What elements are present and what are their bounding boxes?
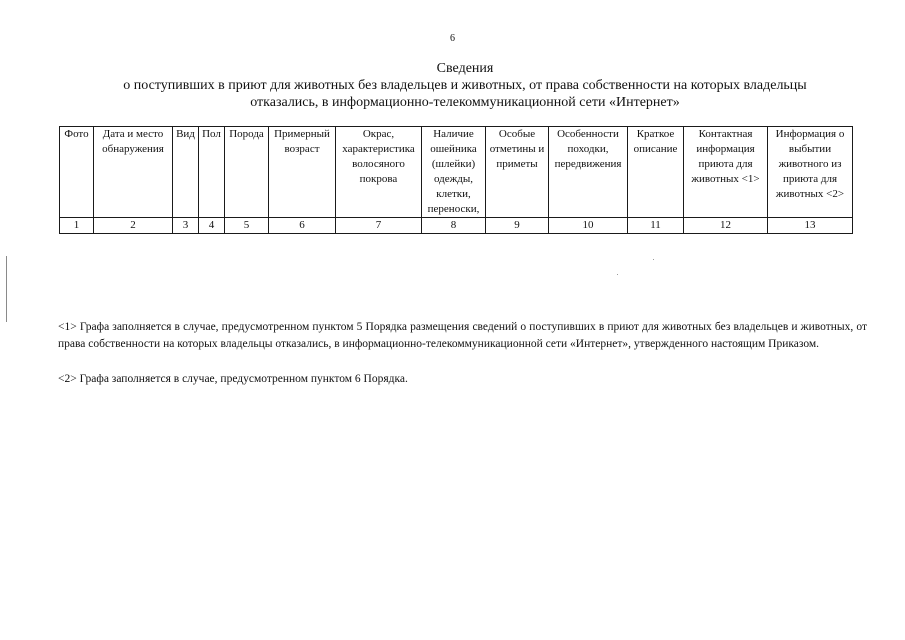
title-line-3: отказались, в информационно-телекоммуникационной сети «Интернет» xyxy=(250,95,680,110)
header-cell-age: Примерный возраст xyxy=(269,127,336,218)
scan-edge-mark xyxy=(6,256,7,322)
column-number: 9 xyxy=(486,218,549,234)
header-cell-photo: Фото xyxy=(60,127,94,218)
header-cell-gait: Особенности походки, передвижения xyxy=(549,127,628,218)
column-number: 11 xyxy=(628,218,684,234)
header-cell-departure: Информация о выбытии животного из приюта для животных <2> xyxy=(768,127,853,218)
page-number: 6 xyxy=(450,33,455,44)
header-cell-breed: Порода xyxy=(225,127,269,218)
column-number: 8 xyxy=(422,218,486,234)
column-number: 1 xyxy=(60,218,94,234)
column-number: 10 xyxy=(549,218,628,234)
title-line-2: о поступивших в приют для животных без владельцев и животных, от права собственности на которых владельцы xyxy=(123,78,807,93)
header-cell-sex: Пол xyxy=(199,127,225,218)
header-cell-date-place: Дата и место обнаружения xyxy=(94,127,173,218)
header-cell-description: Краткое описание xyxy=(628,127,684,218)
table-header-row xyxy=(60,127,853,218)
footnote-1: <1> Графа заполняется в случае, предусмотренном пунктом 5 Порядка размещения сведений о поступивших в приют для животных без владельцев и животных, от права собственности на которых владельцы отказались, в информационно-телекоммуникационной сети «Интернет», утвержденного настоящим Приказом. xyxy=(58,321,867,350)
footnote-2: <2> Графа заполняется в случае, предусмотренном пунктом 6 Порядка. xyxy=(58,373,408,385)
document-title xyxy=(40,60,890,111)
scan-speck xyxy=(617,274,618,275)
column-number: 6 xyxy=(269,218,336,234)
header-cell-marks: Особые отметины и приметы xyxy=(486,127,549,218)
footnotes xyxy=(58,319,867,388)
column-number: 3 xyxy=(173,218,199,234)
column-number: 7 xyxy=(336,218,422,234)
header-cell-contact: Контактная информация приюта для животных <1> xyxy=(684,127,768,218)
column-number: 13 xyxy=(768,218,853,234)
column-number: 5 xyxy=(225,218,269,234)
column-number: 2 xyxy=(94,218,173,234)
title-line-1: Сведения xyxy=(436,61,494,76)
column-number: 12 xyxy=(684,218,768,234)
header-cell-species: Вид xyxy=(173,127,199,218)
header-cell-color: Окрас, характеристика волосяного покрова xyxy=(336,127,422,218)
table-number-row xyxy=(60,218,853,234)
column-number: 4 xyxy=(199,218,225,234)
register-table xyxy=(59,126,853,234)
header-cell-collar: Наличие ошейника (шлейки) одежды, клетки, переноски, xyxy=(422,127,486,218)
scan-speck xyxy=(653,259,654,260)
